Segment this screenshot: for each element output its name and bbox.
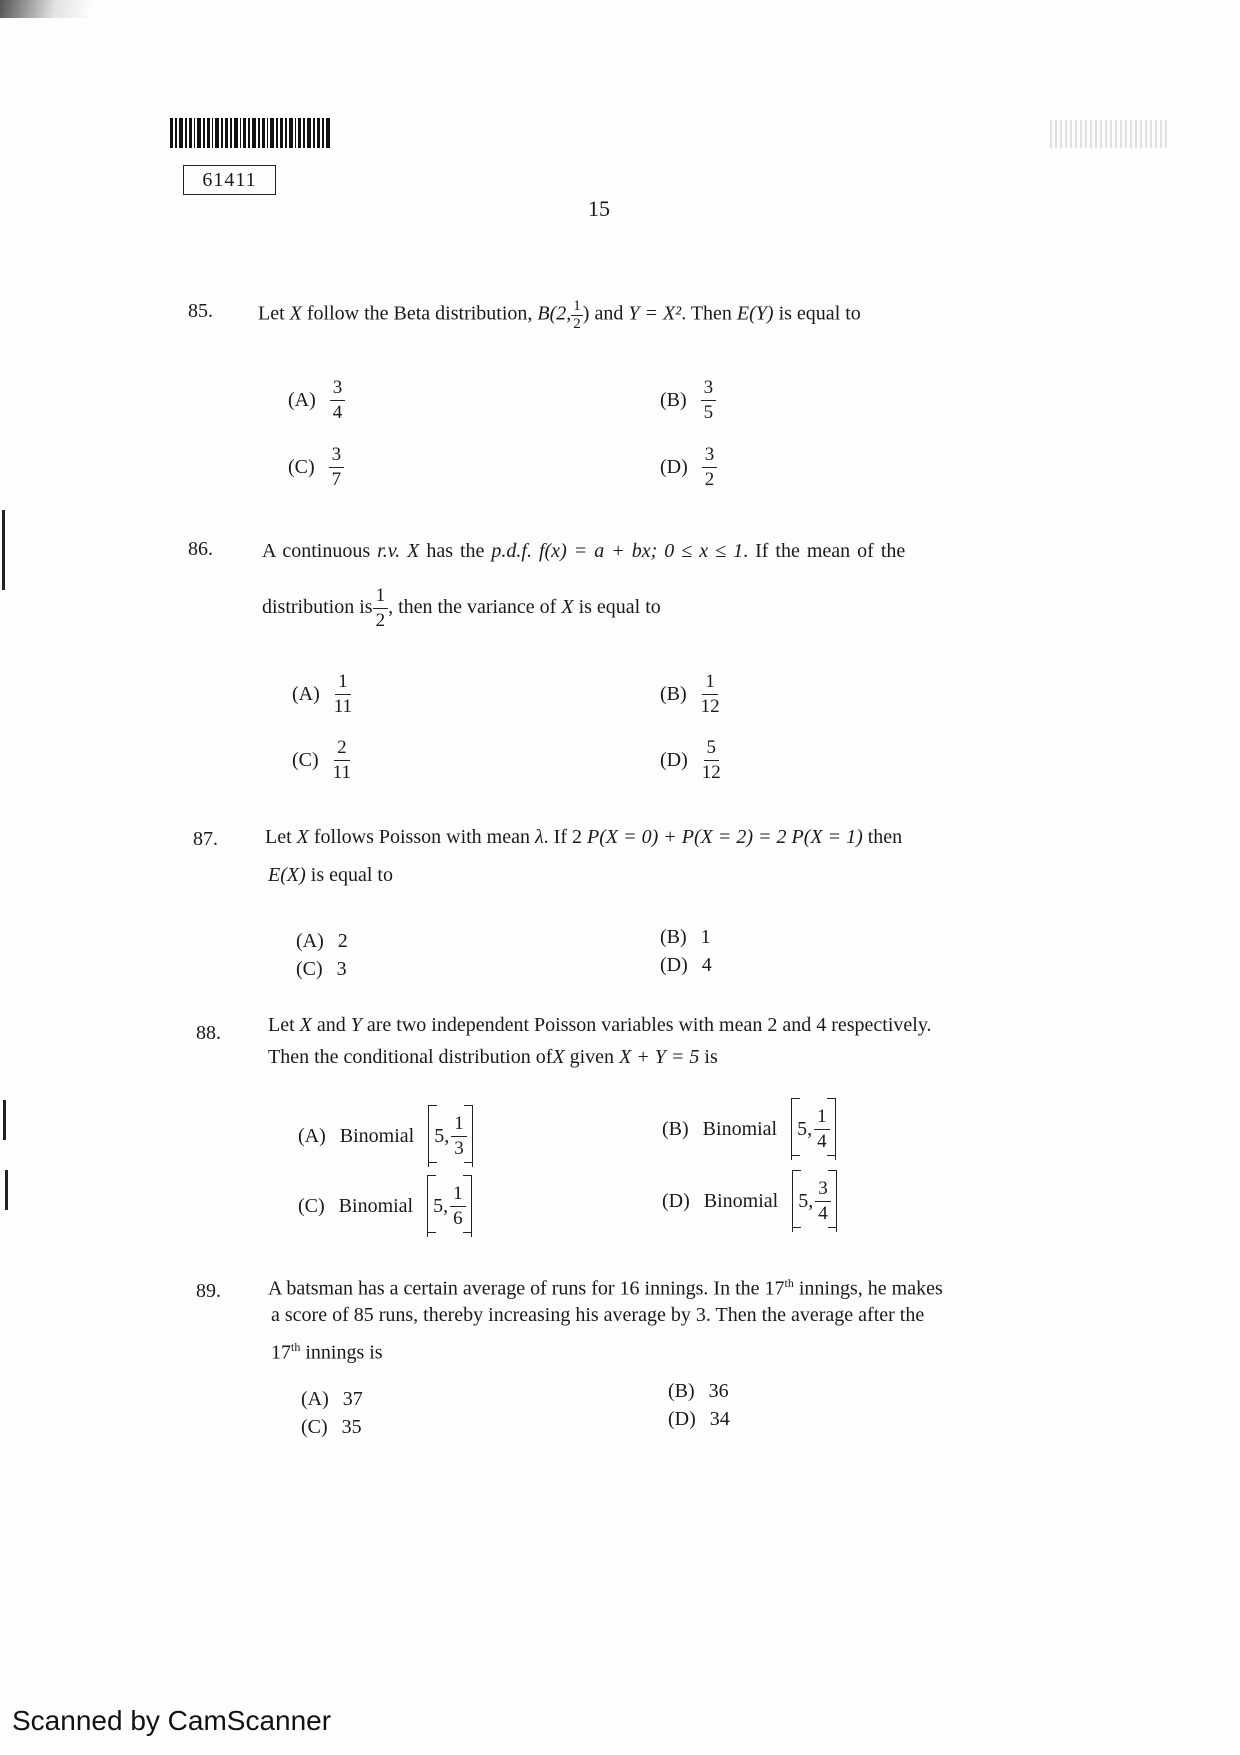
option-d: (D) 34 [668, 1408, 730, 1430]
option-a: (A) 37 [301, 1388, 363, 1410]
scanner-watermark: Scanned by CamScanner [12, 1705, 332, 1736]
option-c: (C) 35 [301, 1416, 362, 1438]
question-number: 88. [196, 1022, 221, 1044]
option-c: (C) $\frac{3}{7}$ [288, 445, 344, 490]
question-text: Let X and Y are two independent Poisson variables with mean 2 and 4 respectively. [268, 1014, 932, 1036]
question-text: a score of 85 runs, thereby increasing his average by 3. Then the average after the [271, 1304, 925, 1326]
option-c: (C) Binomial 5, $\frac{1}{6}$ [298, 1175, 472, 1237]
option-a: (A) $\frac{1}{11}$ [292, 671, 353, 717]
option-b: (B) $\frac{1}{12}$ [660, 671, 720, 717]
question-number: 89. [196, 1280, 221, 1302]
option-d: (D) Binomial 5, $\frac{3}{4}$ [662, 1170, 837, 1232]
option-a: (A) 2 [296, 930, 348, 952]
margin-mark [3, 1100, 6, 1140]
option-c: (C) $\frac{2}{11}$ [292, 737, 351, 783]
option-d: (D) $\frac{5}{12}$ [660, 737, 721, 783]
question-number: 85. [188, 300, 213, 322]
question-number: 86. [188, 538, 213, 560]
option-b: (B) 36 [668, 1380, 729, 1402]
option-a: (A) $\frac{3}{4}$ [288, 378, 345, 423]
question-number: 87. [193, 828, 218, 850]
option-c: (C) 3 [296, 958, 347, 980]
option-b: (B) $\frac{3}{5}$ [660, 378, 716, 423]
faded-barcode [1050, 120, 1170, 148]
question-text: E(X) is equal to [268, 864, 393, 886]
paper-code: 61411 [183, 165, 276, 195]
question-text: Let X follow the Beta distribution, B(2, $\frac{1}{2}$ ) and Y = X². Then E(Y) is equal to [258, 298, 861, 332]
question-text: 17th innings is [271, 1340, 383, 1364]
question-text: A continuous r.v. X has the p.d.f. f(x) = a + bx; 0 ≤ x ≤ 1. If the mean of the [262, 540, 906, 562]
option-d: (D) $\frac{3}{2}$ [660, 445, 717, 490]
scan-shadow [0, 0, 90, 18]
question-text: Then the conditional distribution ofX given X + Y = 5 is [268, 1046, 718, 1068]
option-b: (B) Binomial 5, $\frac{1}{4}$ [662, 1098, 836, 1160]
barcode [170, 118, 330, 148]
page-number: 15 [588, 196, 610, 221]
option-d: (D) 4 [660, 954, 712, 976]
option-b: (B) 1 [660, 926, 711, 948]
question-text: distribution is $\frac{1}{2}$ , then the variance of X is equal to [262, 585, 661, 631]
option-a: (A) Binomial 5, $\frac{1}{3}$ [298, 1105, 473, 1167]
question-text: Let X follows Poisson with mean λ. If 2 P(X = 0) + P(X = 2) = 2 P(X = 1) then [265, 826, 903, 848]
margin-mark [2, 510, 5, 590]
question-text: A batsman has a certain average of runs for 16 innings. In the 17th innings, he makes [268, 1276, 943, 1300]
margin-mark [5, 1170, 8, 1210]
